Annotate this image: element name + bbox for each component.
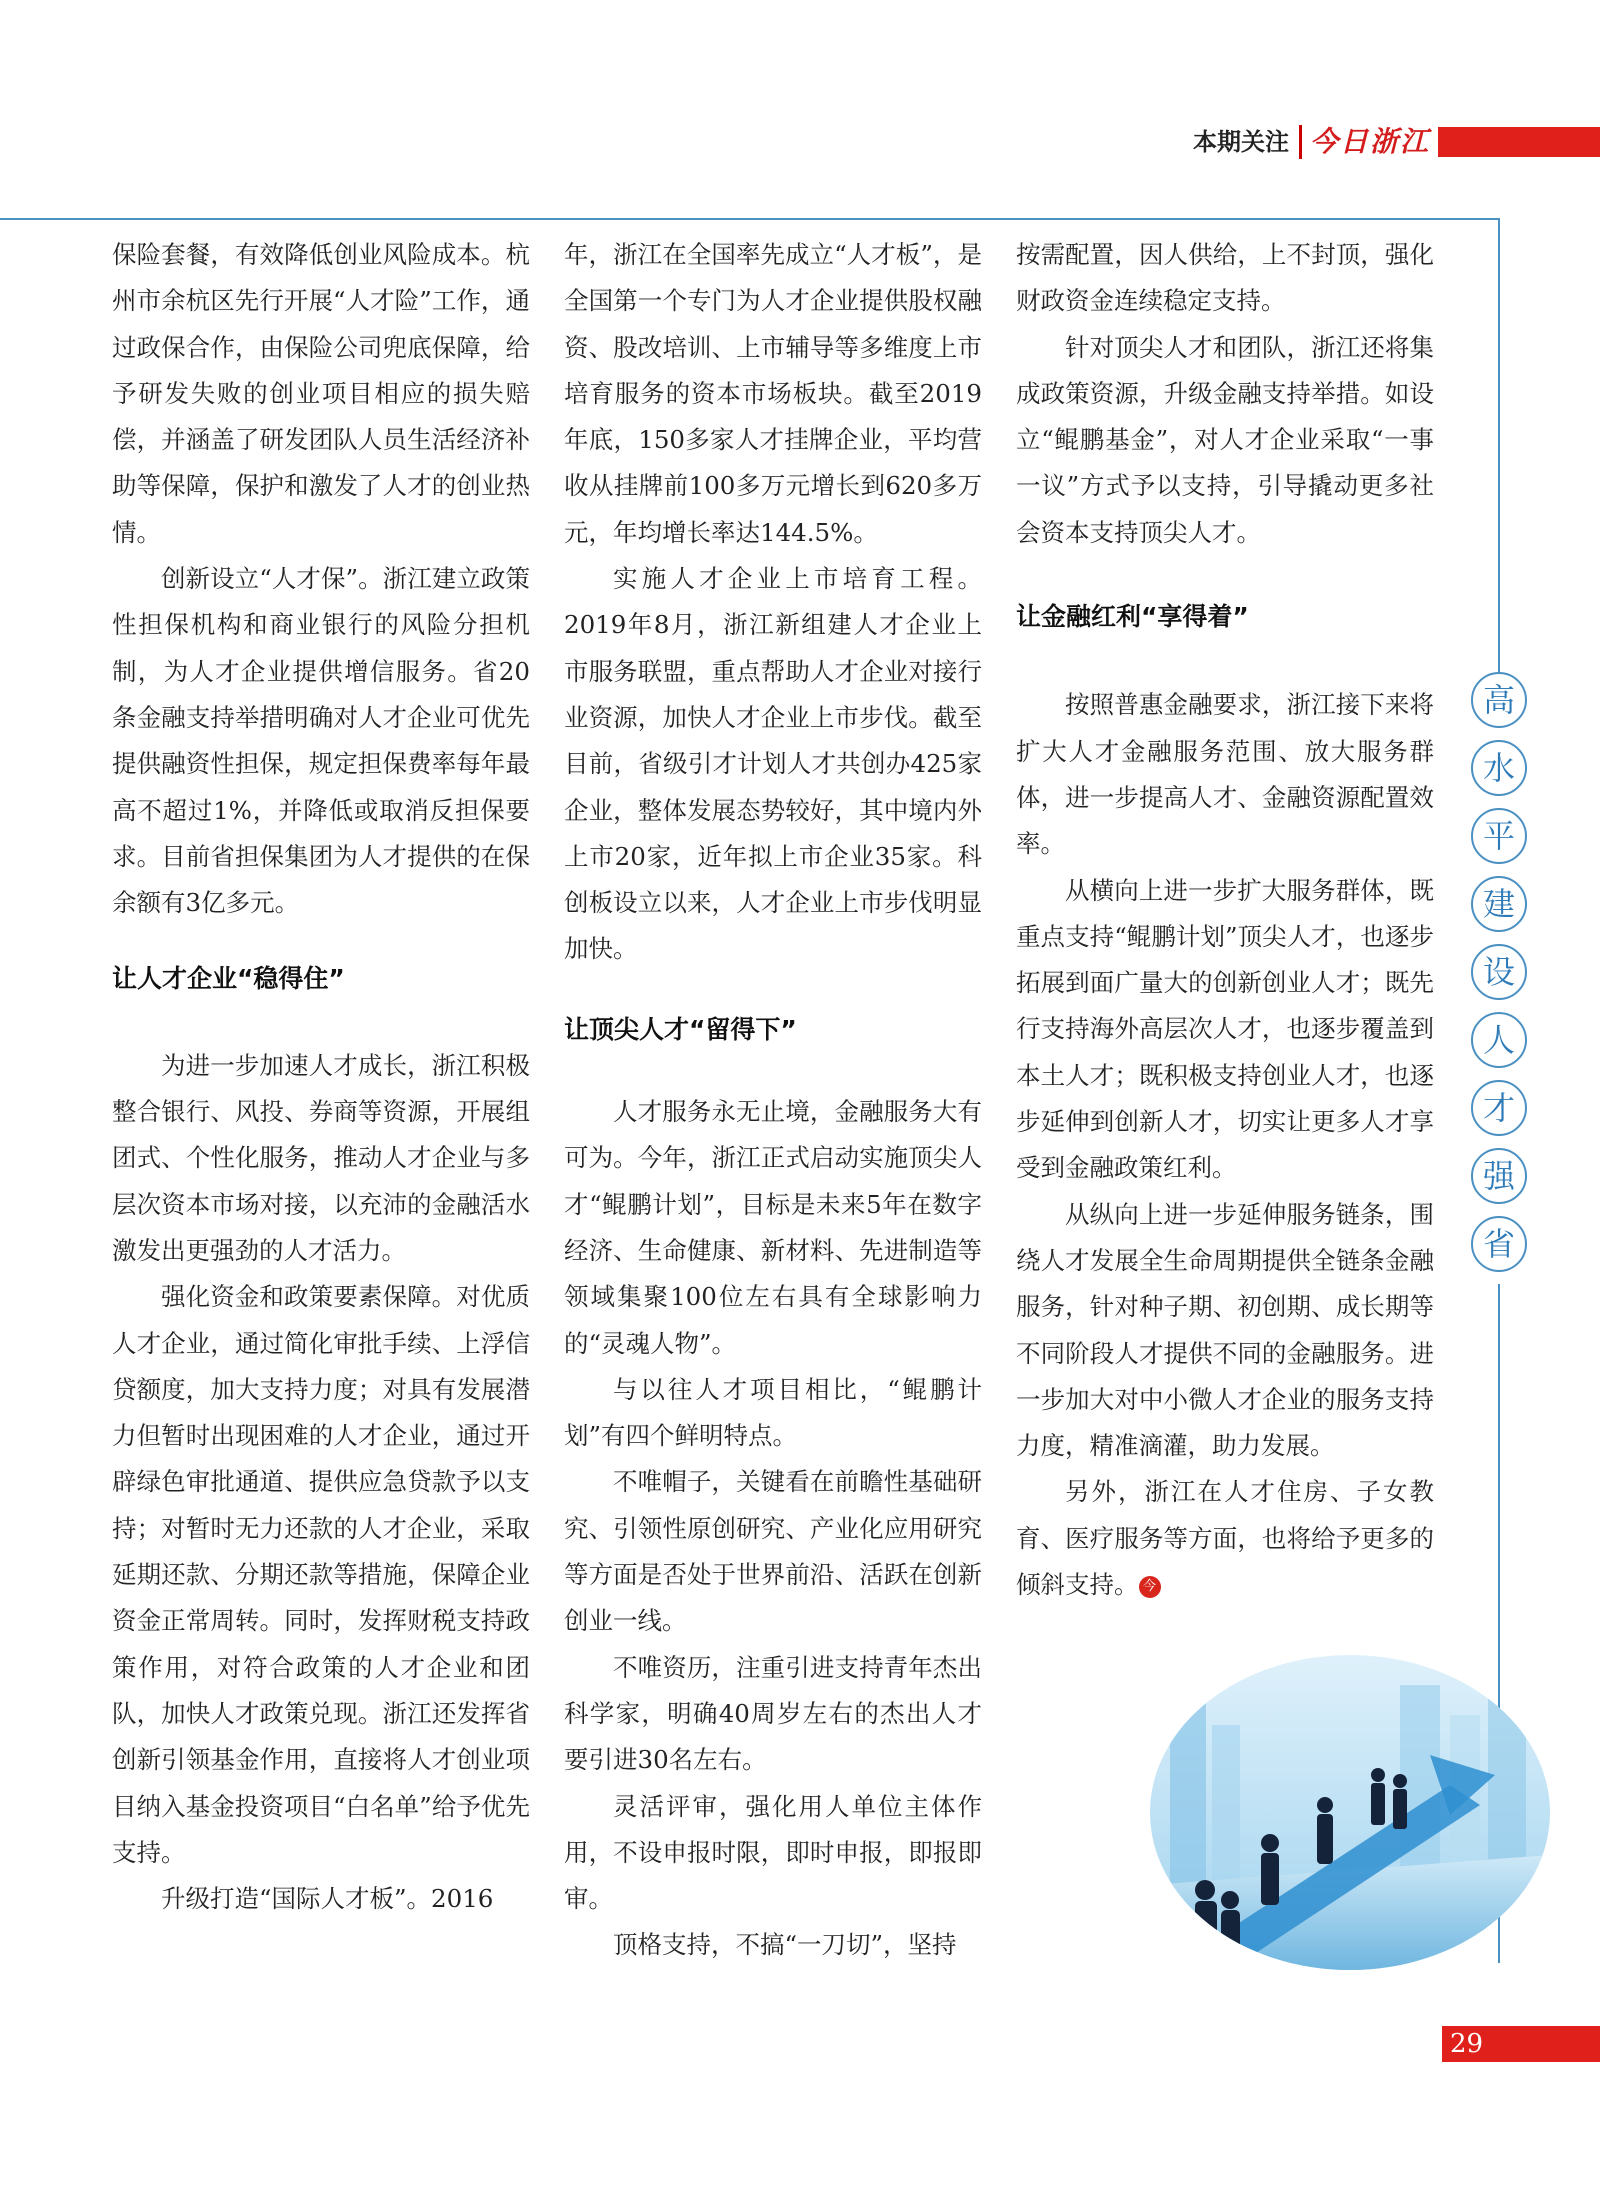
paragraph: 年，浙江在全国率先成立“人才板”，是全国第一个专门为人才企业提供股权融资、股改培训、上市辅导等多维度上市培育服务的资本市场板块。截至2019年底，150多家人才挂牌企业，平均营收从挂牌前100多万元增长到620多万元，年均增长率达144.5%。: [564, 240, 982, 547]
header-divider: [1299, 125, 1302, 159]
illustration-graphic: [1150, 1655, 1550, 1970]
paragraph: 不唯资历，注重引进支持青年杰出科学家，明确40周岁左右的杰出人才要引进30名左右。: [564, 1652, 982, 1775]
paragraph: 实施人才企业上市培育工程。2019年8月，浙江新组建人才企业上市服务联盟，重点帮助人才企业对接行业资源，加快人才企业上市步伐。截至目前，省级引才计划人才共创办425家企业，整体发展态势较好，其中境内外上市20家，近年拟上市企业35家。科创板设立以来，人才企业上市步伐明显加快。: [564, 564, 982, 964]
business-people-illustration: [1150, 1655, 1550, 1970]
paragraph: 灵活评审，强化用人单位主体作用，不设申报时限，即时申报，即报即审。: [564, 1791, 982, 1914]
paragraph-text: 另外，浙江在人才住房、子女教育、医疗服务等方面，也将给予更多的倾斜支持。: [1016, 1477, 1434, 1600]
section-heading: 让人才企业“稳得住”: [112, 964, 345, 994]
paragraph: 强化资金和政策要素保障。对优质人才企业，通过简化审批手续、上浮信贷额度，加大支持力度；对具有发展潜力但暂时出现困难的人才企业，通过开辟绿色审批通道、提供应急贷款予以支持；对暂时无力还款的人才企业，采取延期还款、分期还款等措施，保障企业资金正常周转。同时，发挥财税支持政策作用，对符合政策的人才企业和团队，加快人才政策兑现。浙江还发挥省创新引领基金作用，直接将人才创业项目纳入基金投资项目“白名单”给予优先支持。: [112, 1282, 530, 1867]
brand-logo: 今日浙江: [1309, 125, 1430, 158]
title-char: 水: [1471, 740, 1527, 796]
article-column-3: [1016, 232, 1434, 1608]
paragraph: 从横向上进一步扩大服务群体，既重点支持“鲲鹏计划”顶尖人才，也逐步拓展到面广量大的创新创业人才；既先行支持海外高层次人才，也逐步覆盖到本土人才；既积极支持创业人才，也逐步延伸到创新人才，切实让更多人才享受到金融政策红利。: [1016, 875, 1434, 1183]
vertical-title: [1468, 672, 1530, 1284]
section-heading: 让顶尖人才“留得下”: [564, 1014, 797, 1044]
paragraph: 按需配置，因人供给，上不封顶，强化财政资金连续稳定支持。: [1016, 240, 1434, 316]
paragraph: 顶格支持，不搞“一刀切”，坚持: [613, 1930, 957, 1960]
section-label: 本期关注: [1192, 128, 1289, 156]
paragraph: 从纵向上进一步延伸服务链条，围绕人才发展全生命周期提供全链条金融服务，针对种子期、初创期、成长期等不同阶段人才提供不同的金融服务。进一步加大对中小微人才企业的服务支持力度，精准滴灌，助力发展。: [1016, 1199, 1434, 1461]
section-heading: 让金融红利“享得着”: [1016, 602, 1249, 632]
paragraph: 不唯帽子，关键看在前瞻性基础研究、引领性原创研究、产业化应用研究等方面是否处于世界前沿、活跃在创新创业一线。: [564, 1467, 982, 1636]
paragraph: 为进一步加速人才成长，浙江积极整合银行、风投、券商等资源，开展组团式、个性化服务，推动人才企业与多层次资本市场对接，以充沛的金融活水激发出更强劲的人才活力。: [112, 1050, 530, 1265]
title-char: 平: [1471, 808, 1527, 864]
title-char: 建: [1471, 876, 1527, 932]
paragraph: 升级打造“国际人才板”。2016: [161, 1884, 494, 1914]
paragraph: 与以往人才项目相比，“鲲鹏计划”有四个鲜明特点。: [564, 1374, 982, 1451]
title-char: 才: [1471, 1080, 1527, 1136]
paragraph: 针对顶尖人才和团队，浙江还将集成政策资源，升级金融支持举措。如设立“鲲鹏基金”，对人才企业采取“一事一议”方式予以支持，引导撬动更多社会资本支持顶尖人才。: [1016, 332, 1434, 547]
paragraph: 按照普惠金融要求，浙江接下来将扩大人才金融服务范围、放大服务群体，进一步提高人才、金融资源配置效率。: [1016, 690, 1434, 859]
page-header: [1193, 124, 1600, 160]
header-red-bar: [1438, 127, 1600, 157]
end-mark-icon: 今: [1139, 1576, 1161, 1598]
paragraph: 创新设立“人才保”。浙江建立政策性担保机构和商业银行的风险分担机制，为人才企业提供增信服务。省20条金融支持举措明确对人才企业可优先提供融资性担保，规定担保费率每年最高不超过1%，并降低或取消反担保要求。目前省担保集团为人才提供的在保余额有3亿多元。: [112, 564, 530, 918]
article-column-1: [112, 232, 530, 1922]
paragraph: [1016, 1469, 1434, 1608]
title-char: 人: [1471, 1012, 1527, 1068]
paragraph: 人才服务永无止境，金融服务大有可为。今年，浙江正式启动实施顶尖人才“鲲鹏计划”，目标是未来5年在数字经济、生命健康、新材料、先进制造等领域集聚100位左右具有全球影响力的“灵魂人物”。: [564, 1097, 982, 1358]
page-number: 29: [1442, 2026, 1600, 2062]
title-char: 省: [1471, 1216, 1527, 1272]
title-char: 设: [1471, 944, 1527, 1000]
paragraph: 保险套餐，有效降低创业风险成本。杭州市余杭区先行开展“人才险”工作，通过政保合作，由保险公司兜底保障，给予研发失败的创业项目相应的损失赔偿，并涵盖了研发团队人员生活经济补助等保障，保护和激发了人才的创业热情。: [112, 240, 530, 547]
frame-top-line: [0, 218, 1500, 220]
title-char: 强: [1471, 1148, 1527, 1204]
title-char: 高: [1471, 672, 1527, 728]
article-column-2: [564, 232, 982, 1969]
